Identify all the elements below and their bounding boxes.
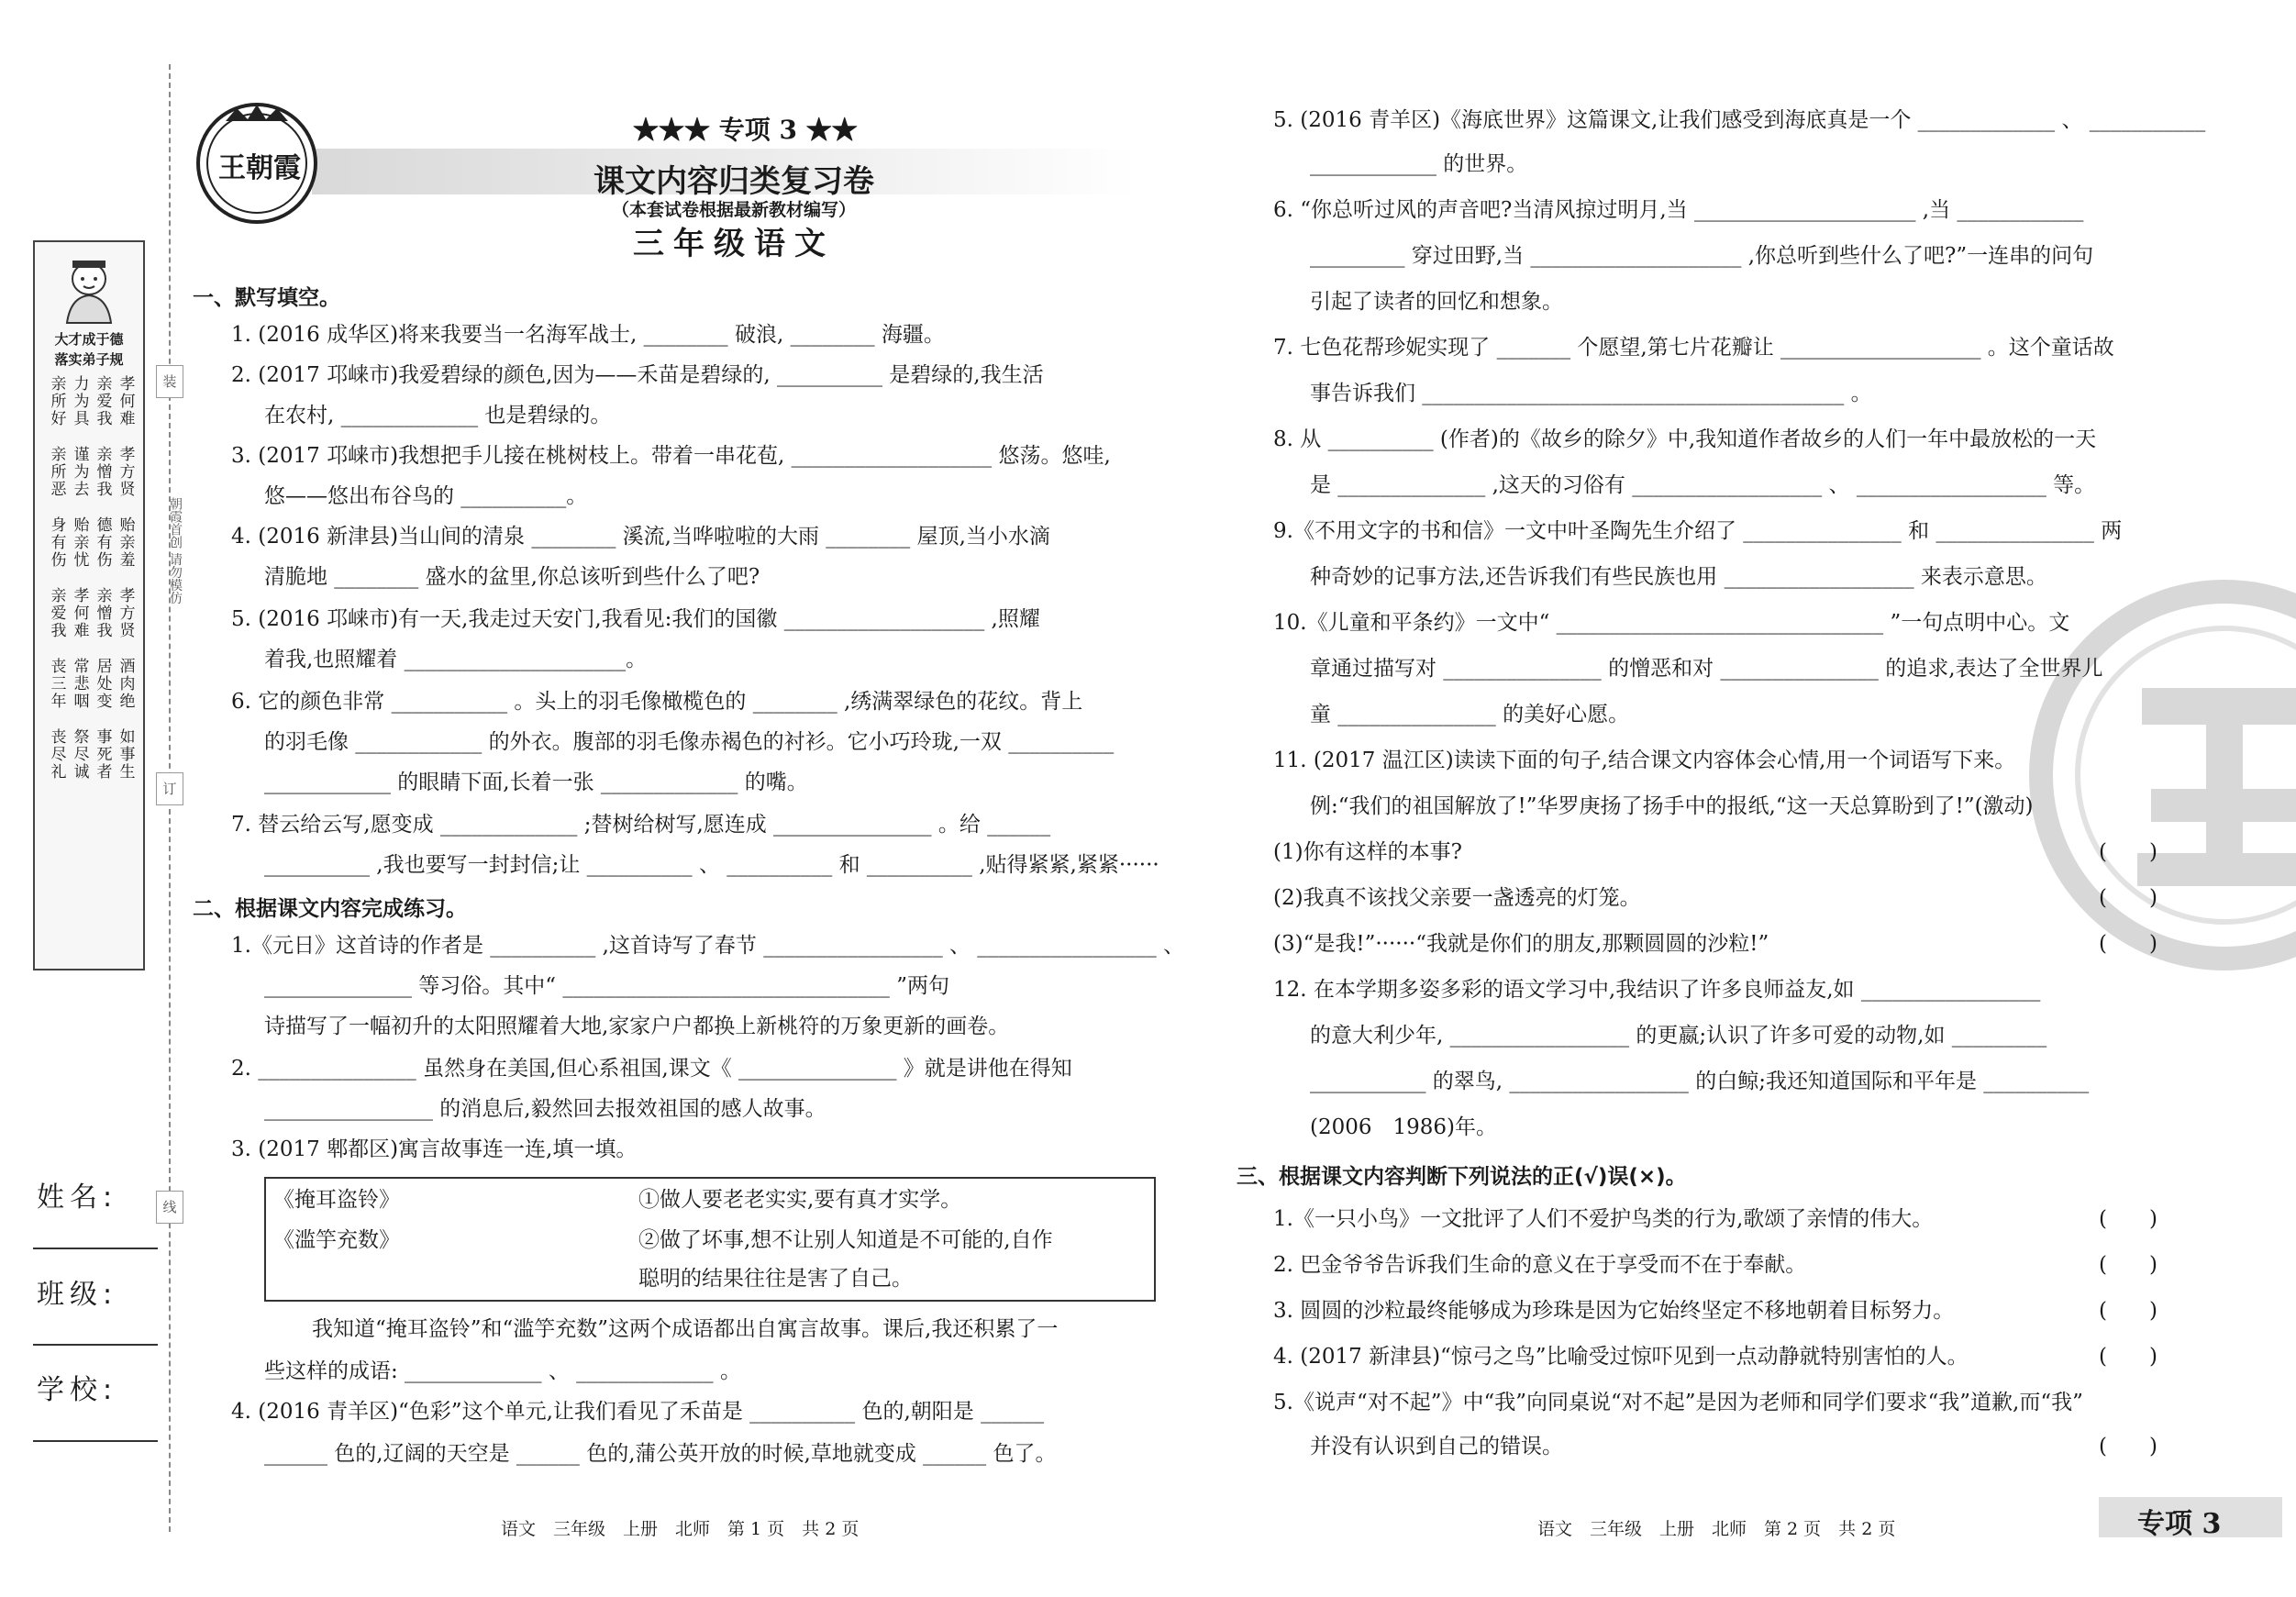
question-line: 4. (2016 新津县)当山间的清泉 ________ 溪流,当哗啦啦的大雨 ________ 屋顶,当小水滴 — [231, 525, 1050, 549]
motto-title: 落实弟子规 — [54, 351, 124, 368]
table-idiom: 《滥竽充数》 — [273, 1228, 400, 1252]
motto-phrase: 事死者 — [93, 728, 112, 781]
section-tag: ★★★ 专项 3 ★★ — [633, 115, 858, 145]
question-line: 1. (2016 成华区)将来我要当一名海军战士, ________ 破浪, ________ 海疆。 — [231, 323, 945, 347]
cut-mark: 装 — [156, 365, 183, 398]
motto-phrase: 亲所好 — [47, 375, 66, 427]
motto-phrase: 亲所恶 — [47, 446, 66, 498]
question-line: ___________ 的翠鸟, _________________ 的白鲸;我还知道国际和平年是 __________ — [1310, 1070, 2090, 1093]
motto-phrase: 如事生 — [116, 728, 135, 781]
question-line: 1.《元日》这首诗的作者是 __________ ,这首诗写了春节 _________________ 、 _________________ 、 — [231, 934, 1185, 958]
question-line: 10.《儿童和平条约》一文中“ _______________________________ ”一句点明中心。文 — [1273, 611, 2070, 635]
motto-phrase: 居处变 — [93, 658, 112, 710]
motto-phrase: 常悲咽 — [70, 658, 89, 710]
question-line: ______ 色的,辽阔的天空是 ______ 色的,蒲公英开放的时候,草地就变成 ______ 色了。 — [264, 1442, 1057, 1466]
question-line: 的意大利少年, _________________ 的更嬴;认识了许多可爱的动物,如 _________ — [1310, 1024, 2047, 1048]
motto-phrase: 孝方贤 — [116, 446, 135, 498]
question-line: 12. 在本学期多姿多彩的语文学习中,我结识了许多良师益友,如 _________________ — [1273, 978, 2041, 1002]
corner-tag: 专项 3 — [2137, 1508, 2222, 1540]
question-line: 种奇妙的记事方法,还告诉我们有些民族也用 __________________ 来表示意思。 — [1310, 565, 2047, 589]
question-line: ________________ 的消息后,毅然回去报效祖国的感人故事。 — [264, 1097, 826, 1121]
class-field[interactable] — [33, 1344, 158, 1346]
question-line: 着我,也照耀着 _____________________。 — [264, 648, 648, 671]
motto-phrase: 亲憎我 — [93, 587, 112, 639]
question-line: ____________ 的眼睛下面,长着一张 _____________ 的嘴。 — [264, 771, 808, 794]
table-meaning: ②做了坏事,想不让别人知道是不可能的,自作 — [638, 1228, 1053, 1252]
section-tag-label: 专项 3 — [718, 115, 797, 145]
question-line: 7. 七色花帮珍妮实现了 _______ 个愿望,第七片花瓣让 ___________________ 。这个童话故 — [1273, 336, 2114, 360]
question-line: 3. (2017 郫都区)寓言故事连一连,填一填。 — [231, 1137, 638, 1161]
question-line: 的羽毛像 ____________ 的外衣。腹部的羽毛像赤褐色的衬衫。它小巧玲珑,一双 __________ — [264, 730, 1115, 754]
answer-paren[interactable]: ( ) — [2099, 1207, 2157, 1231]
table-meaning-cont: 聪明的结果往往是害了自己。 — [638, 1267, 913, 1291]
answer-paren[interactable]: ( ) — [2099, 840, 2157, 864]
section-3-title: 三、根据课文内容判断下列说法的正(√)误(×)。 — [1237, 1165, 1687, 1189]
section-2-title: 二、根据课文内容完成练习。 — [193, 897, 467, 921]
question-line: 2. _______________ 虽然身在美国,但心系祖国,课文《 _______________ 》就是讲他在得知 — [231, 1057, 1072, 1081]
question-line: (2006 1986)年。 — [1310, 1115, 1498, 1139]
motto-phrase: 亲爱我 — [93, 375, 112, 427]
section-1-title: 一、默写填空。 — [193, 286, 340, 310]
judgement-item: 1.《一只小鸟》一文批评了人们不爱护鸟类的行为,歌颂了亲情的伟大。 — [1273, 1207, 1934, 1231]
motto-phrase: 亲爱我 — [47, 587, 66, 639]
question-line: 是 ______________ ,这天的习俗有 __________________ 、 __________________ 等。 — [1310, 473, 2096, 497]
motto-phrase: 身有伤 — [47, 516, 66, 569]
motto-phrase: 贻亲忧 — [70, 516, 89, 569]
motto-panel — [33, 240, 145, 970]
edition-note: （本套试卷根据最新教材编写） — [611, 200, 856, 220]
question-line: ______________ 等习俗。其中“ _______________________________ ”两句 — [264, 974, 949, 998]
question-line: 6. 它的颜色非常 ___________ 。头上的羽毛像橄榄色的 ________ ,绣满翠绿色的花纹。背上 — [231, 690, 1083, 714]
question-line: 例:“我们的祖国解放了!”华罗庚扬了扬手中的报纸,“这一天总算盼到了!”(激动) — [1310, 794, 2034, 818]
question-line: 4. (2016 青羊区)“色彩”这个单元,让我们看见了禾苗是 __________ 色的,朝阳是 ______ — [231, 1400, 1045, 1424]
question-line: _________ 穿过田野,当 ____________________ ,你总听到些什么了吧?”一连串的问句 — [1310, 244, 2094, 268]
question-line: 7. 替云给云写,愿变成 _____________ ;替树给树写,愿连成 _______________ 。给 ______ — [231, 813, 1051, 837]
scholar-illustration — [52, 251, 126, 325]
answer-paren[interactable]: ( ) — [2099, 886, 2157, 910]
answer-paren[interactable]: ( ) — [2099, 1253, 2157, 1277]
question-line: 11. (2017 温江区)读读下面的句子,结合课文内容体会心情,用一个词语写下来。 — [1273, 749, 2016, 772]
judgement-item: 并没有认识到自己的错误。 — [1310, 1435, 1563, 1458]
school-label: 学校: — [37, 1374, 118, 1406]
judgement-item: 2. 巴金爷爷告诉我们生命的意义在于享受而不在于奉献。 — [1273, 1253, 1807, 1277]
judgement-item: 4. (2017 新津县)“惊弓之鸟”比喻受过惊吓见到一点动静就特别害怕的人。 — [1273, 1345, 1969, 1369]
class-label: 班级: — [37, 1279, 118, 1311]
question-line: 9.《不用文字的书和信》一文中叶圣陶先生介绍了 _______________ 和 _______________ 两 — [1273, 519, 2123, 543]
motto-phrase: 德有伤 — [93, 516, 112, 569]
name-field[interactable] — [33, 1248, 158, 1249]
cut-mark: 订 — [156, 772, 183, 805]
confidential-stamp — [2027, 578, 2296, 972]
page-footer: 语文 三年级 上册 北师 第 1 页 共 2 页 — [501, 1519, 860, 1539]
question-line: 在农村, _____________ 也是碧绿的。 — [264, 404, 612, 427]
question-line: 童 _______________ 的美好心愿。 — [1310, 703, 1630, 726]
motto-title: 大才成于德 — [54, 331, 124, 348]
question-line: 悠——悠出布谷鸟的 __________。 — [264, 484, 588, 508]
motto-phrase: 丧尽礼 — [47, 728, 66, 781]
question-line: __________ ,我也要写一封封信;让 __________ 、 __________ 和 __________ ,贴得紧紧,紧紧······ — [264, 853, 1159, 877]
page-title: 课文内容归类复习卷 — [593, 163, 874, 200]
answer-paren[interactable]: ( ) — [2099, 1435, 2157, 1458]
cut-side-note: 朝霞首创 请勿模仿 — [168, 496, 183, 604]
motto-phrase: 孝何难 — [116, 375, 135, 427]
question-line: 6. “你总听过风的声音吧?当清风掠过明月,当 _____________________ ,当 ____________ — [1273, 198, 2084, 222]
motto-phrase: 贻亲羞 — [116, 516, 135, 569]
question-line: 5. (2016 青羊区)《海底世界》这篇课文,让我们感受到海底真是一个 _____________ 、 ___________ — [1273, 108, 2206, 132]
judgement-item: 3. 圆圆的沙粒最终能够成为珍珠是因为它始终坚定不移地朝着目标努力。 — [1273, 1299, 1955, 1323]
motto-phrase: 谨为去 — [70, 446, 89, 498]
answer-paren[interactable]: ( ) — [2099, 1299, 2157, 1323]
brand-logo-text: 王朝霞 — [218, 152, 301, 184]
question-line: 我知道“掩耳盗铃”和“滥竽充数”这两个成语都出自寓言故事。课后,我还积累了一 — [312, 1317, 1059, 1341]
judgement-item: 5.《说声“对不起”》中“我”向同桌说“对不起”是因为老师和同学们要求“我”道歉,而“我” — [1273, 1391, 2083, 1414]
question-line: 8. 从 __________ (作者)的《故乡的除夕》中,我知道作者故乡的人们一年中最放松的一天 — [1273, 427, 2097, 451]
question-line: 3. (2017 邛崃市)我想把手儿接在桃树枝上。带着一串花苞, ___________________ 悠荡。悠哇, — [231, 444, 1111, 468]
question-line: ____________ 的世界。 — [1310, 152, 1528, 176]
motto-phrase: 酒肉绝 — [116, 658, 135, 710]
question-line: 诗描写了一幅初升的太阳照耀着大地,家家户户都换上新桃符的万象更新的画卷。 — [264, 1015, 1010, 1038]
answer-paren[interactable]: ( ) — [2099, 932, 2157, 956]
motto-phrase: 孝何难 — [70, 587, 89, 639]
idiom-match-table — [264, 1177, 1156, 1302]
motto-phrase: 亲憎我 — [93, 446, 112, 498]
question-line: 引起了读者的回忆和想象。 — [1310, 290, 1563, 314]
motto-grid — [42, 375, 138, 799]
table-idiom: 《掩耳盗铃》 — [273, 1188, 400, 1212]
question-line: (1)你有这样的本事? — [1273, 840, 1462, 864]
question-line: 章通过描写对 _______________ 的憎恶和对 _______________ 的追求,表达了全世界儿 — [1310, 657, 2103, 681]
cut-mark: 线 — [156, 1191, 183, 1224]
question-line: 事告诉我们 ________________________________________ 。 — [1310, 382, 1872, 405]
question-line: 5. (2016 邛崃市)有一天,我走过天安门,我看见:我们的国徽 ___________________ ,照耀 — [231, 607, 1040, 631]
page-footer: 语文 三年级 上册 北师 第 2 页 共 2 页 — [1537, 1519, 1896, 1539]
question-line: 2. (2017 邛崃市)我爱碧绿的颜色,因为——禾苗是碧绿的, __________ 是碧绿的,我生活 — [231, 363, 1044, 387]
question-line: (3)“是我!”······“我就是你们的朋友,那颗圆圆的沙粒!” — [1273, 932, 1769, 956]
question-line: (2)我真不该找父亲要一盏透亮的灯笼。 — [1273, 886, 1641, 910]
motto-phrase: 丧三年 — [47, 658, 66, 710]
question-line: 清脆地 ________ 盛水的盆里,你总该听到些什么了吧? — [264, 565, 760, 589]
school-field[interactable] — [33, 1440, 158, 1442]
name-label: 姓名: — [37, 1181, 118, 1214]
answer-paren[interactable]: ( ) — [2099, 1345, 2157, 1369]
table-meaning: ①做人要老老实实,要有真才实学。 — [638, 1188, 962, 1212]
question-line: 些这样的成语: _____________ 、 _____________ 。 — [264, 1359, 741, 1383]
motto-phrase: 孝方贤 — [116, 587, 135, 639]
motto-phrase: 祭尽诚 — [70, 728, 89, 781]
grade-subject: 三年级语文 — [633, 226, 835, 262]
motto-phrase: 力为具 — [70, 375, 89, 427]
